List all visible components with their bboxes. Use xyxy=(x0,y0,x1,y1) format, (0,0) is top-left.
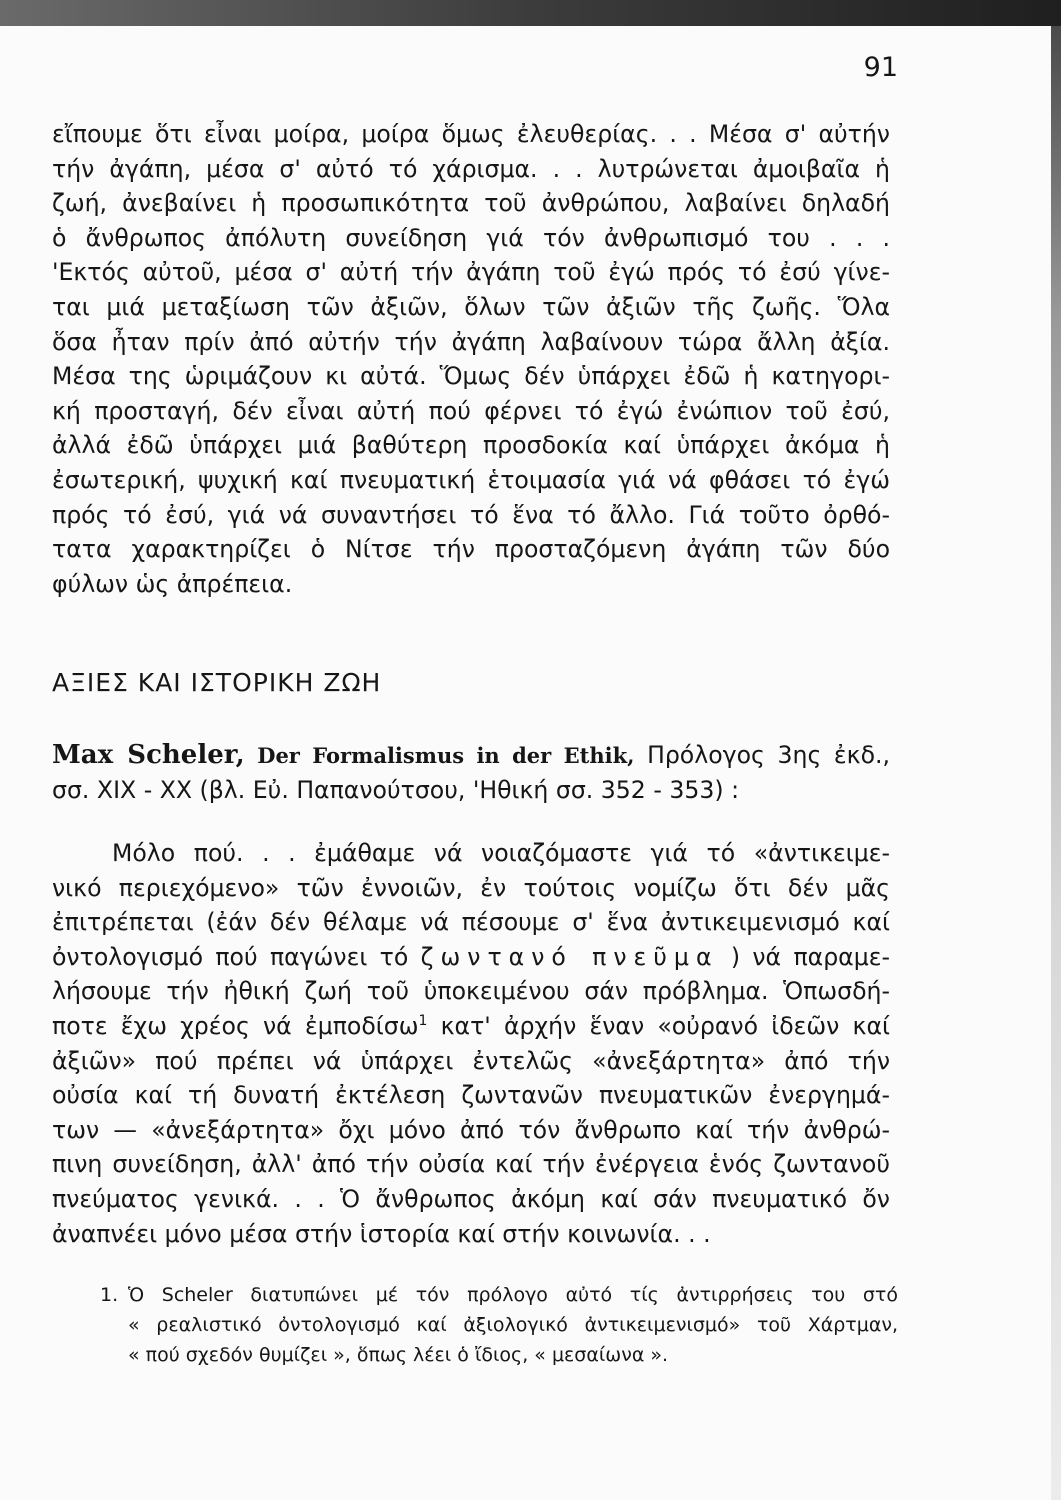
text-line: οὐσία καί τή δυνατή ἐκτέλεση ζωντανῶν πνευματικῶν ἐνεργημά- xyxy=(52,1081,890,1110)
footnote-reference: 1 xyxy=(418,1012,428,1029)
citation-edition: Πρόλογος 3ης ἐκδ., xyxy=(647,741,890,769)
text-line: ὅσα ἦταν πρίν ἀπό αὐτήν τήν ἀγάπη λαβαίνουν τώρα ἄλλη ἀξία. xyxy=(52,327,890,356)
text-line: των — «ἀνεξάρτητα» ὄχι μόνο ἀπό τόν ἄνθρωπο καί τήν ἀνθρώ- xyxy=(52,1115,890,1144)
citation-author: Max Scheler, xyxy=(52,740,245,770)
text-line: Μέσα της ὡριμάζουν κι αὐτά. Ὅμως δέν ὑπάρχει ἐδῶ ἡ κατηγορι- xyxy=(52,362,890,391)
citation-work: Der Formalismus in der Ethik, xyxy=(257,743,635,768)
text-line: φύλων ὡς ἀπρέπεια. xyxy=(52,569,293,598)
text-line: ἐσωτερική, ψυχική καί πνευματική ἑτοιμασία γιά νά φθάσει τό ἐγώ xyxy=(52,465,890,494)
text-line: πρός τό ἐσύ, γιά νά συναντήσει τό ἕνα τό ἄλλο. Γιά τοῦτο ὀρθό- xyxy=(52,500,890,529)
footnote-line xyxy=(100,1280,898,1310)
text-segment: ὀντολογισμό πού παγώνει τό xyxy=(52,942,409,971)
text-line: ται μιά μεταξίωση τῶν ἀξιῶν, ὅλων τῶν ἀξιῶν τῆς ζωῆς. Ὅλα xyxy=(52,292,890,321)
text-line xyxy=(52,1009,890,1044)
paragraph-1 xyxy=(52,117,890,601)
citation-line-1 xyxy=(52,738,890,773)
text-line: ἀξιῶν» πού πρέπει νά ὑπάρχει ἐντελῶς «ἀνεξάρτητα» ἀπό τήν xyxy=(52,1046,890,1075)
text-line: πινη συνείδηση, ἀλλ' ἀπό τήν οὐσία καί τήν ἐνέργεια ἑνός ζωντανοῦ xyxy=(52,1150,890,1179)
text-line: ἀλλά ἐδῶ ὑπάρχει μιά βαθύτερη προσδοκία καί ὑπάρχει ἀκόμα ἡ xyxy=(52,431,890,460)
text-segment: ) νά παραμε- xyxy=(730,942,891,971)
footnote-line: « ρεαλιστικό ὀντολογισμό καί ἀξιολογικό ἀντικειμενισμό» τοῦ Χάρτμαν, xyxy=(128,1314,898,1336)
text-line: ζωή, ἀνεβαίνει ἡ προσωπικότητα τοῦ ἀνθρώπου, λαβαίνει δηλαδή xyxy=(52,189,890,218)
text-line: πνεύματος γενικά. . . Ὁ ἄνθρωπος ἀκόμη καί σάν πνευματικό ὄν xyxy=(52,1184,890,1213)
page-number: 91 xyxy=(863,52,898,83)
footnote-text: Ὁ Scheler διατυπώνει μέ τόν πρόλογο αὐτό τίς ἀντιρρήσεις του στό xyxy=(128,1284,898,1306)
footnote-number: 1. xyxy=(100,1284,119,1306)
spaced-emphasis: ζωντανό πνεῦμα xyxy=(420,942,719,971)
text-line: κή προσταγή, δέν εἶναι αὐτή πού φέρνει τό ἐγώ ἐνώπιον τοῦ ἐσύ, xyxy=(52,396,890,425)
text-line: τήν ἀγάπη, μέσα σ' αὐτό τό χάρισμα. . . λυτρώνεται ἀμοιβαῖα ἡ xyxy=(52,154,890,183)
scan-top-edge xyxy=(0,0,1061,26)
section-heading: ΑΞΙΕΣ ΚΑΙ ΙΣΤΟΡΙΚΗ ΖΩΗ xyxy=(52,668,382,697)
citation-line-2: σσ. XIX - XX (βλ. Εὐ. Παπανούτσου, 'Ηθική σσ. 352 - 353) : xyxy=(52,776,740,804)
text-line: ἀναπνέει μόνο μέσα στήν ἱστορία καί στήν κοινωνία. . . xyxy=(52,1219,711,1248)
text-line: νικό περιεχόμενο» τῶν ἐννοιῶν, ἐν τούτοις νομίζω ὅτι δέν μᾶς xyxy=(52,873,890,902)
citation xyxy=(52,738,890,808)
text-segment: ποτε ἔχω χρέος νά ἐμποδίσω xyxy=(52,1011,419,1040)
scan-right-edge xyxy=(1051,26,1061,1500)
footnote xyxy=(100,1280,898,1370)
text-line: εἴπουμε ὅτι εἶναι μοίρα, μοίρα ὅμως ἐλευθερίας. . . Μέσα σ' αὐτήν xyxy=(52,120,890,148)
text-line: ἐπιτρέπεται (ἐάν δέν θέλαμε νά πέσουμε σ' ἕνα ἀντικειμενισμό καί xyxy=(52,908,890,937)
footnote-line: « πού σχεδόν θυμίζει », ὅπως λέει ὁ ἴδιος, « μεσαίωνα ». xyxy=(128,1344,669,1366)
text-line: Μόλο πού. . . ἐμάθαμε νά νοιαζόμαστε γιά τό «ἀντικειμε- xyxy=(112,839,890,867)
text-line: 'Εκτός αὐτοῦ, μέσα σ' αὐτή τήν ἀγάπη τοῦ ἐγώ πρός τό ἐσύ γίνε- xyxy=(52,258,890,287)
text-line: λήσουμε τήν ἠθική ζωή τοῦ ὑποκειμένου σάν πρόβλημα. Ὁπωσδή- xyxy=(52,977,890,1006)
text-segment: κατ' ἀρχήν ἕναν «οὐρανό ἰδεῶν καί xyxy=(427,1011,890,1040)
text-line: ὁ ἄνθρωπος ἀπόλυτη συνείδηση γιά τόν ἀνθρωπισμό του . . . xyxy=(52,223,890,252)
paragraph-2 xyxy=(52,836,890,1251)
text-line xyxy=(52,940,890,975)
text-line: τατα χαρακτηρίζει ὁ Νίτσε τήν προσταζόμενη ἀγάπη τῶν δύο xyxy=(52,535,890,564)
